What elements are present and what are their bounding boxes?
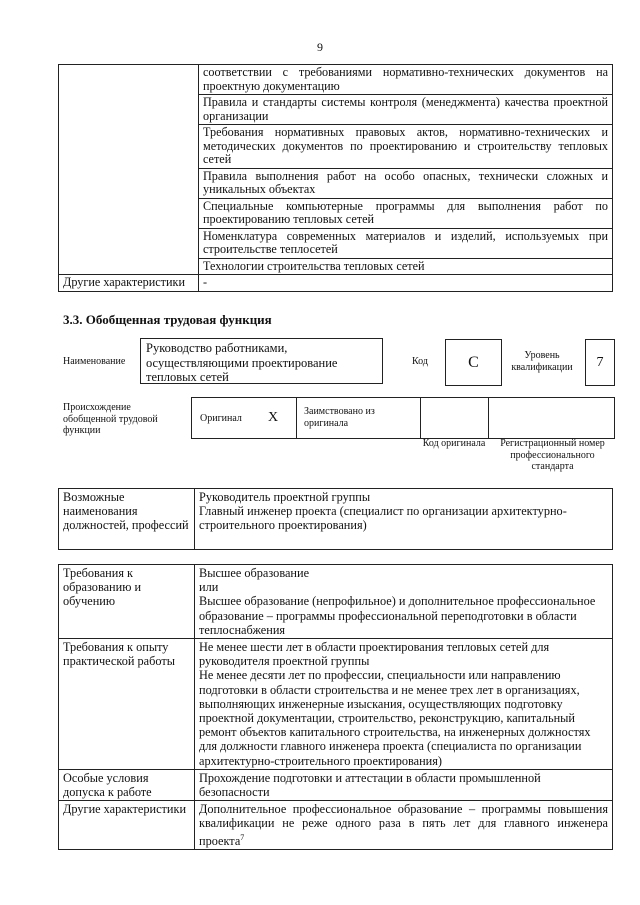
other-characteristics-value: -	[199, 275, 613, 292]
original-mark: X	[268, 410, 279, 425]
level-label: Уровень квалификации	[511, 350, 573, 373]
table-row	[59, 565, 613, 639]
code-original-caption: Код оригинала	[422, 438, 486, 449]
empty-label-cell	[59, 65, 199, 275]
experience-label: Требования к опыту практической работы	[59, 639, 195, 770]
positions-table	[58, 488, 613, 550]
requirement-line: или	[199, 580, 219, 595]
function-name-box	[140, 338, 383, 384]
requirement-line: Высшее образование	[199, 566, 310, 580]
level-box	[585, 339, 615, 386]
code-box	[445, 339, 502, 386]
other-values	[195, 801, 613, 850]
other-characteristics-label: Другие характеристики	[59, 275, 199, 292]
code-label: Код	[412, 356, 428, 367]
requirement-line: Не менее шести лет в области проектирования тепловых сетей для руководителя проектной группы	[199, 640, 550, 669]
position-item: Руководитель проектной группы	[199, 490, 371, 504]
table-row	[59, 489, 613, 550]
origin-divider-3	[488, 398, 489, 438]
code-value: C	[468, 353, 479, 371]
position-item: Главный инженер проекта (специалист по организации архитектурно-строительного проектирования)	[199, 504, 567, 533]
level-value: 7	[596, 354, 604, 370]
function-name-value: Руководство работниками, осуществляющими проектирование тепловых сетей	[146, 341, 338, 384]
knowledge-item: Специальные компьютерные программы для выполнения работ по проектированию тепловых сетей	[199, 198, 613, 228]
positions-values	[195, 489, 613, 550]
requirement-line: Высшее образование (непрофильное) и дополнительное профессиональное образование – программы профессиональной переподготовки в области теплоснабжения	[199, 594, 596, 637]
positions-label: Возможные наименования должностей, профессий	[59, 489, 195, 550]
registration-caption: Регистрационный номер профессионального стандарта	[500, 438, 605, 472]
experience-values	[195, 639, 613, 770]
original-label: Оригинал	[200, 413, 242, 424]
knowledge-item: Правила и стандарты системы контроля (менеджмента) качества проектной организации	[199, 95, 613, 125]
knowledge-item: Правила выполнения работ на особо опасных, технически сложных и уникальных объектах	[199, 168, 613, 198]
origin-divider-2	[420, 398, 421, 438]
table-row	[59, 65, 613, 95]
education-label: Требования к образованию и обучению	[59, 565, 195, 639]
admission-values	[195, 769, 613, 800]
top-knowledge-table	[58, 64, 613, 292]
origin-divider-1	[296, 398, 297, 438]
origin-box	[191, 397, 615, 439]
page-number: 9	[317, 40, 323, 54]
requirements-table	[58, 564, 613, 850]
admission-label: Особые условия допуска к работе	[59, 769, 195, 800]
table-row	[59, 801, 613, 850]
table-row	[59, 769, 613, 800]
origin-label: Происхождение обобщенной трудовой функции	[63, 402, 158, 436]
knowledge-item: Технологии строительства тепловых сетей	[199, 258, 613, 275]
requirement-line: Не менее десяти лет по профессии, специальности или направлению подготовки в области строительства и не менее трех лет в организациях, выполняющих инженерные изыскания, осуществляющих подготовку проектной документации, строительство, реконструкцию, капитальный ремонт объектов капитального строительства, на инженерных должностях для должности главного инженера проекта (специалиста по организации архитектурно-строительного проектирования)	[199, 668, 591, 768]
section-heading: 3.3. Обобщенная трудовая функция	[63, 312, 272, 327]
knowledge-item: Номенклатура современных материалов и изделий, используемых при строительстве теплосетей	[199, 228, 613, 258]
requirement-line: Дополнительное профессиональное образование – программы повышения квалификации не реже одного раза в пять лет для главного инженера проекта	[199, 802, 608, 848]
requirement-line: Прохождение подготовки и аттестации в области промышленной безопасности	[199, 770, 541, 800]
footnote-mark: 7	[240, 832, 245, 842]
table-row	[59, 639, 613, 770]
table-row	[59, 275, 613, 292]
name-label: Наименование	[63, 356, 126, 367]
education-values	[195, 565, 613, 639]
other-label: Другие характеристики	[59, 801, 195, 850]
knowledge-item: Требования нормативных правовых актов, нормативно-технических и методических документов по проектированию и строительству тепловых сетей	[199, 125, 613, 169]
knowledge-item: соответствии с требованиями нормативно-технических документов на проектную документацию	[199, 65, 613, 95]
borrowed-label: Заимствовано из оригинала	[304, 406, 375, 429]
